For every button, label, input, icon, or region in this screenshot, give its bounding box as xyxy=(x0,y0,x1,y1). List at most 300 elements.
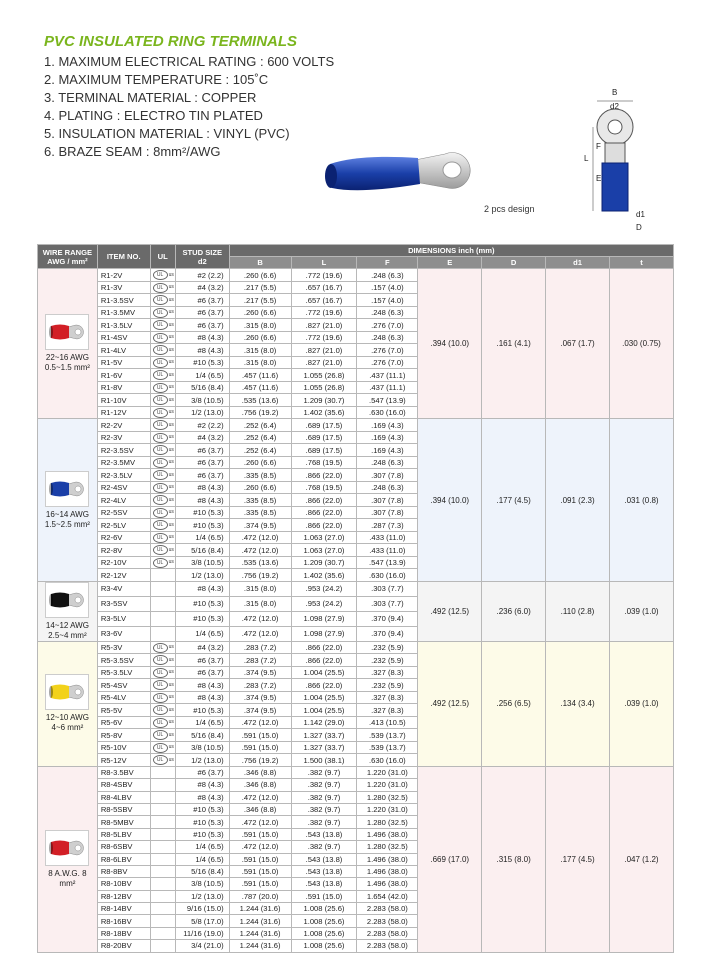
ul-cell xyxy=(150,803,175,815)
dim-e-cell: .394 (10.0) xyxy=(418,419,482,581)
stud-size-cell: #4 (3.2) xyxy=(175,281,229,294)
stud-size-cell: 1/4 (6.5) xyxy=(175,716,229,729)
dim-f-cell: .276 (7.0) xyxy=(357,356,418,369)
dim-b-cell: .260 (6.6) xyxy=(229,269,291,282)
dim-l-cell: .382 (9.7) xyxy=(291,841,357,853)
dim-l-cell: .689 (17.5) xyxy=(291,431,357,444)
ul-logo-icon: UL xyxy=(153,558,168,568)
table-row xyxy=(38,766,674,778)
stud-size-cell: 3/8 (10.5) xyxy=(175,556,229,569)
ul-suffix: us xyxy=(168,644,174,651)
stud-size-cell: 3/4 (21.0) xyxy=(175,940,229,952)
ul-cell xyxy=(150,596,175,611)
dim-l-cell: 1.402 (35.6) xyxy=(291,569,357,581)
item-no-cell: R1-8V xyxy=(97,381,150,394)
stud-size-cell: #6 (3.7) xyxy=(175,294,229,307)
terminal-thumbnail xyxy=(45,674,89,710)
ul-cell xyxy=(150,626,175,641)
dim-label-d2: d2 xyxy=(610,102,619,111)
stud-size-cell: #6 (3.7) xyxy=(175,306,229,319)
ul-cell xyxy=(150,544,175,557)
table-row xyxy=(38,419,674,432)
dimension-diagram xyxy=(560,85,680,235)
stud-size-cell: 1/4 (6.5) xyxy=(175,841,229,853)
dim-f-cell: .169 (4.3) xyxy=(357,431,418,444)
dim-f-cell: .307 (7.8) xyxy=(357,469,418,482)
wire-range-label: 22~16 AWG 0.5~1.5 mm² xyxy=(44,353,90,373)
dim-f-cell: .437 (11.1) xyxy=(357,381,418,394)
ul-suffix: us xyxy=(168,731,174,738)
ul-cell xyxy=(150,654,175,667)
ul-suffix: us xyxy=(168,434,174,441)
ul-cell xyxy=(150,816,175,828)
dim-b-cell: .457 (11.6) xyxy=(229,369,291,382)
stud-size-cell: 1/2 (13.0) xyxy=(175,569,229,581)
item-no-cell: R1-6V xyxy=(97,369,150,382)
item-no-cell: R5-12V xyxy=(97,754,150,767)
ul-logo-icon: UL xyxy=(153,655,168,665)
ul-cell xyxy=(150,569,175,581)
stud-size-cell: #10 (5.3) xyxy=(175,704,229,717)
ul-cell xyxy=(150,331,175,344)
ul-logo-icon: UL xyxy=(153,495,168,505)
item-no-cell: R1-4SV xyxy=(97,331,150,344)
ul-cell xyxy=(150,878,175,890)
ul-logo-icon: UL xyxy=(153,308,168,318)
dim-f-cell: 2.283 (58.0) xyxy=(357,915,418,927)
ul-suffix: us xyxy=(168,296,174,303)
dim-l-cell: 1.142 (29.0) xyxy=(291,716,357,729)
ul-logo-icon: UL xyxy=(153,320,168,330)
dim-f-cell: .303 (7.7) xyxy=(357,596,418,611)
dim-b-cell: .472 (12.0) xyxy=(229,544,291,557)
ul-suffix: us xyxy=(168,756,174,763)
dim-b-cell: .787 (20.0) xyxy=(229,890,291,902)
wire-range-cell xyxy=(38,641,98,766)
dim-l-cell: .772 (19.6) xyxy=(291,331,357,344)
dim-b-cell: .591 (15.0) xyxy=(229,878,291,890)
item-no-cell: R1-3.5SV xyxy=(97,294,150,307)
ul-cell xyxy=(150,431,175,444)
dim-f-cell: .630 (16.0) xyxy=(357,569,418,581)
dim-d1-cell: .067 (1.7) xyxy=(546,269,610,419)
dim-b-cell: .283 (7.2) xyxy=(229,679,291,692)
item-no-cell: R1-12V xyxy=(97,406,150,419)
dim-b-cell: .283 (7.2) xyxy=(229,641,291,654)
ul-suffix: us xyxy=(168,694,174,701)
ul-cell xyxy=(150,704,175,717)
stud-size-cell: #6 (3.7) xyxy=(175,469,229,482)
stud-size-cell: #10 (5.3) xyxy=(175,519,229,532)
ul-suffix: us xyxy=(168,271,174,278)
dim-l-cell: 1.098 (27.9) xyxy=(291,626,357,641)
dim-l-cell: 1.063 (27.0) xyxy=(291,544,357,557)
item-no-cell: R2-6V xyxy=(97,531,150,544)
dim-f-cell: .248 (6.3) xyxy=(357,331,418,344)
item-no-cell: R5-5V xyxy=(97,704,150,717)
dim-l-cell: .543 (13.8) xyxy=(291,878,357,890)
header-e: E xyxy=(418,257,482,269)
dim-l-cell: 1.209 (30.7) xyxy=(291,394,357,407)
dim-d-cell: .236 (6.0) xyxy=(482,581,546,641)
dim-f-cell: .630 (16.0) xyxy=(357,754,418,767)
dim-f-cell: .370 (9.4) xyxy=(357,611,418,626)
stud-size-cell: 1/4 (6.5) xyxy=(175,369,229,382)
ul-logo-icon: UL xyxy=(153,408,168,418)
item-no-cell: R2-3V xyxy=(97,431,150,444)
item-no-cell: R2-10V xyxy=(97,556,150,569)
dim-b-cell: .472 (12.0) xyxy=(229,626,291,641)
item-no-cell: R3-5SV xyxy=(97,596,150,611)
dim-l-cell: .768 (19.5) xyxy=(291,456,357,469)
ul-cell xyxy=(150,641,175,654)
page-title: PVC INSULATED RING TERMINALS xyxy=(44,33,298,50)
ul-suffix: us xyxy=(168,496,174,503)
item-no-cell: R8-5SBV xyxy=(97,803,150,815)
ul-logo-icon: UL xyxy=(153,718,168,728)
dim-f-cell: .232 (5.9) xyxy=(357,654,418,667)
dim-b-cell: .591 (15.0) xyxy=(229,865,291,877)
dim-d1-cell: .091 (2.3) xyxy=(546,419,610,581)
ul-cell xyxy=(150,841,175,853)
dim-f-cell: 1.496 (38.0) xyxy=(357,853,418,865)
stud-size-cell: 5/16 (8.4) xyxy=(175,729,229,742)
item-no-cell: R3-4V xyxy=(97,581,150,596)
ul-cell xyxy=(150,927,175,939)
wire-range-cell xyxy=(38,419,98,581)
dim-l-cell: 1.008 (25.6) xyxy=(291,903,357,915)
spec-item: 3. TERMINAL MATERIAL : COPPER xyxy=(44,90,257,105)
spec-item: 2. MAXIMUM TEMPERATURE : 105˚C xyxy=(44,72,269,87)
ul-logo-icon: UL xyxy=(153,730,168,740)
dim-f-cell: 1.280 (32.5) xyxy=(357,791,418,803)
dim-f-cell: .248 (6.3) xyxy=(357,306,418,319)
dim-d1-cell: .134 (3.4) xyxy=(546,641,610,766)
dim-f-cell: 1.496 (38.0) xyxy=(357,828,418,840)
item-no-cell: R8-14BV xyxy=(97,903,150,915)
item-no-cell: R5-8V xyxy=(97,729,150,742)
dim-l-cell: .768 (19.5) xyxy=(291,481,357,494)
dim-b-cell: .260 (6.6) xyxy=(229,331,291,344)
terminal-thumbnail xyxy=(45,582,89,618)
dim-b-cell: .335 (8.5) xyxy=(229,506,291,519)
ul-logo-icon: UL xyxy=(153,520,168,530)
dim-d-cell: .256 (6.5) xyxy=(482,641,546,766)
dim-b-cell: .252 (6.4) xyxy=(229,419,291,432)
item-no-cell: R8-5MBV xyxy=(97,816,150,828)
item-no-cell: R1-5V xyxy=(97,356,150,369)
stud-size-cell: #4 (3.2) xyxy=(175,431,229,444)
dim-f-cell: 1.496 (38.0) xyxy=(357,878,418,890)
dim-f-cell: .232 (5.9) xyxy=(357,641,418,654)
dim-f-cell: 2.283 (58.0) xyxy=(357,940,418,952)
stud-size-cell: 1/2 (13.0) xyxy=(175,890,229,902)
item-no-cell: R5-3.5SV xyxy=(97,654,150,667)
ul-logo-icon: UL xyxy=(153,420,168,430)
item-no-cell: R2-3.5SV xyxy=(97,444,150,457)
dim-l-cell: .382 (9.7) xyxy=(291,803,357,815)
dim-f-cell: .232 (5.9) xyxy=(357,679,418,692)
item-no-cell: R1-3V xyxy=(97,281,150,294)
ul-suffix: us xyxy=(168,744,174,751)
dim-f-cell: .327 (8.3) xyxy=(357,666,418,679)
ul-suffix: us xyxy=(168,309,174,316)
item-no-cell: R2-12V xyxy=(97,569,150,581)
ul-logo-icon: UL xyxy=(153,643,168,653)
stud-size-cell: #2 (2.2) xyxy=(175,419,229,432)
dim-d-cell: .177 (4.5) xyxy=(482,419,546,581)
stud-size-cell: 5/8 (17.0) xyxy=(175,915,229,927)
item-no-cell: R5-3.5LV xyxy=(97,666,150,679)
item-no-cell: R1-2V xyxy=(97,269,150,282)
dim-b-cell: .472 (12.0) xyxy=(229,816,291,828)
stud-size-cell: #10 (5.3) xyxy=(175,596,229,611)
ul-cell xyxy=(150,269,175,282)
item-no-cell: R1-10V xyxy=(97,394,150,407)
ul-cell xyxy=(150,506,175,519)
item-no-cell: R5-4LV xyxy=(97,691,150,704)
dim-e-cell: .669 (17.0) xyxy=(418,766,482,952)
dim-e-cell: .492 (12.5) xyxy=(418,641,482,766)
ul-cell xyxy=(150,294,175,307)
dim-b-cell: .217 (5.5) xyxy=(229,294,291,307)
dim-b-cell: .472 (12.0) xyxy=(229,716,291,729)
ul-logo-icon: UL xyxy=(153,445,168,455)
header-wire-range: WIRE RANGE AWG / mm² xyxy=(38,245,98,269)
stud-size-cell: #8 (4.3) xyxy=(175,691,229,704)
dim-l-cell: 1.055 (26.8) xyxy=(291,369,357,382)
dim-f-cell: .433 (11.0) xyxy=(357,544,418,557)
table-row xyxy=(38,269,674,282)
dim-l-cell: .772 (19.6) xyxy=(291,306,357,319)
dim-f-cell: .370 (9.4) xyxy=(357,626,418,641)
dim-d1-cell: .110 (2.8) xyxy=(546,581,610,641)
dim-b-cell: .472 (12.0) xyxy=(229,791,291,803)
ul-suffix: us xyxy=(168,321,174,328)
dim-b-cell: .315 (8.0) xyxy=(229,344,291,357)
dim-b-cell: .315 (8.0) xyxy=(229,356,291,369)
item-no-cell: R2-4LV xyxy=(97,494,150,507)
ul-suffix: us xyxy=(168,546,174,553)
item-no-cell: R1-3.5MV xyxy=(97,306,150,319)
stud-size-cell: 1/4 (6.5) xyxy=(175,626,229,641)
dim-l-cell: .689 (17.5) xyxy=(291,419,357,432)
dim-l-cell: .543 (13.8) xyxy=(291,865,357,877)
header-l: L xyxy=(291,257,357,269)
ul-logo-icon: UL xyxy=(153,295,168,305)
header-dimensions: DIMENSIONS inch (mm) xyxy=(229,245,673,257)
item-no-cell: R2-3.5MV xyxy=(97,456,150,469)
spec-item: 6. BRAZE SEAM : 8mm²/AWG xyxy=(44,144,221,159)
dim-f-cell: .287 (7.3) xyxy=(357,519,418,532)
ul-logo-icon: UL xyxy=(153,433,168,443)
item-no-cell: R8-3.5BV xyxy=(97,766,150,778)
wire-range-cell xyxy=(38,581,98,641)
header-item-no: ITEM NO. xyxy=(97,245,150,269)
dim-l-cell: .543 (13.8) xyxy=(291,853,357,865)
dim-l-cell: .866 (22.0) xyxy=(291,469,357,482)
dim-e-cell: .492 (12.5) xyxy=(418,581,482,641)
dim-l-cell: 1.004 (25.5) xyxy=(291,704,357,717)
item-no-cell: R8-6LBV xyxy=(97,853,150,865)
dim-f-cell: .248 (6.3) xyxy=(357,269,418,282)
dim-b-cell: .591 (15.0) xyxy=(229,729,291,742)
stud-size-cell: #6 (3.7) xyxy=(175,666,229,679)
header-ul: UL xyxy=(150,245,175,269)
ul-cell xyxy=(150,394,175,407)
ul-logo-icon: UL xyxy=(153,755,168,765)
dim-l-cell: .827 (21.0) xyxy=(291,319,357,332)
ul-cell xyxy=(150,940,175,952)
dim-b-cell: 1.244 (31.6) xyxy=(229,927,291,939)
header-f: F xyxy=(357,257,418,269)
dim-f-cell: .169 (4.3) xyxy=(357,444,418,457)
spec-item: 4. PLATING : ELECTRO TIN PLATED xyxy=(44,108,263,123)
ul-cell xyxy=(150,865,175,877)
ul-cell xyxy=(150,281,175,294)
dim-b-cell: 1.244 (31.6) xyxy=(229,915,291,927)
dim-l-cell: .689 (17.5) xyxy=(291,444,357,457)
item-no-cell: R2-4SV xyxy=(97,481,150,494)
item-no-cell: R8-20BV xyxy=(97,940,150,952)
stud-size-cell: #8 (4.3) xyxy=(175,679,229,692)
ul-cell xyxy=(150,716,175,729)
ul-suffix: us xyxy=(168,484,174,491)
ul-logo-icon: UL xyxy=(153,283,168,293)
ul-cell xyxy=(150,915,175,927)
dim-b-cell: .374 (9.5) xyxy=(229,691,291,704)
ul-suffix: us xyxy=(168,346,174,353)
ul-cell xyxy=(150,519,175,532)
ul-logo-icon: UL xyxy=(153,395,168,405)
ul-cell xyxy=(150,791,175,803)
item-no-cell: R1-3.5LV xyxy=(97,319,150,332)
dim-b-cell: .374 (9.5) xyxy=(229,704,291,717)
ul-cell xyxy=(150,666,175,679)
dim-f-cell: 1.280 (32.5) xyxy=(357,816,418,828)
item-no-cell: R8-10BV xyxy=(97,878,150,890)
dim-f-cell: 2.283 (58.0) xyxy=(357,903,418,915)
dim-l-cell: 1.008 (25.6) xyxy=(291,927,357,939)
stud-size-cell: #6 (3.7) xyxy=(175,654,229,667)
dim-f-cell: 1.280 (32.5) xyxy=(357,841,418,853)
ul-cell xyxy=(150,481,175,494)
dim-l-cell: .382 (9.7) xyxy=(291,779,357,791)
stud-size-cell: #10 (5.3) xyxy=(175,611,229,626)
ul-logo-icon: UL xyxy=(153,705,168,715)
dim-f-cell: 1.220 (31.0) xyxy=(357,803,418,815)
ul-suffix: us xyxy=(168,421,174,428)
dim-f-cell: .157 (4.0) xyxy=(357,294,418,307)
ul-cell xyxy=(150,406,175,419)
header-stud-size: STUD SIZE d2 xyxy=(175,245,229,269)
dim-f-cell: .539 (13.7) xyxy=(357,741,418,754)
dim-b-cell: .315 (8.0) xyxy=(229,596,291,611)
dim-label-b: B xyxy=(612,88,618,97)
dim-l-cell: .772 (19.6) xyxy=(291,269,357,282)
ul-suffix: us xyxy=(168,681,174,688)
dim-l-cell: 1.327 (33.7) xyxy=(291,741,357,754)
ul-logo-icon: UL xyxy=(153,533,168,543)
dim-b-cell: .756 (19.2) xyxy=(229,406,291,419)
dim-e-cell: .394 (10.0) xyxy=(418,269,482,419)
ul-cell xyxy=(150,469,175,482)
stud-size-cell: 1/2 (13.0) xyxy=(175,406,229,419)
item-no-cell: R8-4SBV xyxy=(97,779,150,791)
ul-cell xyxy=(150,344,175,357)
ul-cell xyxy=(150,611,175,626)
dim-l-cell: .657 (16.7) xyxy=(291,281,357,294)
dim-l-cell: .543 (13.8) xyxy=(291,828,357,840)
wire-range-label: 14~12 AWG 2.5~4 mm² xyxy=(45,620,89,640)
dim-f-cell: .276 (7.0) xyxy=(357,344,418,357)
dim-f-cell: .539 (13.7) xyxy=(357,729,418,742)
stud-size-cell: 1/2 (13.0) xyxy=(175,754,229,767)
stud-size-cell: #10 (5.3) xyxy=(175,828,229,840)
stud-size-cell: 1/4 (6.5) xyxy=(175,853,229,865)
ul-cell xyxy=(150,741,175,754)
ul-suffix: us xyxy=(168,409,174,416)
stud-size-cell: #4 (3.2) xyxy=(175,641,229,654)
terminal-thumbnail xyxy=(45,471,89,507)
dim-b-cell: .252 (6.4) xyxy=(229,431,291,444)
ul-cell xyxy=(150,729,175,742)
dim-l-cell: .866 (22.0) xyxy=(291,654,357,667)
dim-b-cell: .591 (15.0) xyxy=(229,741,291,754)
ul-logo-icon: UL xyxy=(153,743,168,753)
dim-f-cell: .248 (6.3) xyxy=(357,456,418,469)
dim-f-cell: 2.283 (58.0) xyxy=(357,927,418,939)
ul-cell xyxy=(150,779,175,791)
dim-b-cell: .472 (12.0) xyxy=(229,531,291,544)
stud-size-cell: #8 (4.3) xyxy=(175,494,229,507)
item-no-cell: R3-5LV xyxy=(97,611,150,626)
item-no-cell: R1-4LV xyxy=(97,344,150,357)
dim-b-cell: .457 (11.6) xyxy=(229,381,291,394)
ul-logo-icon: UL xyxy=(153,458,168,468)
ul-cell xyxy=(150,419,175,432)
dim-l-cell: 1.004 (25.5) xyxy=(291,666,357,679)
header-d: D xyxy=(482,257,546,269)
dim-l-cell: 1.402 (35.6) xyxy=(291,406,357,419)
stud-size-cell: #8 (4.3) xyxy=(175,344,229,357)
dim-l-cell: .827 (21.0) xyxy=(291,356,357,369)
stud-size-cell: #10 (5.3) xyxy=(175,356,229,369)
terminal-thumbnail xyxy=(45,830,89,866)
stud-size-cell: 3/8 (10.5) xyxy=(175,394,229,407)
dim-f-cell: .547 (13.9) xyxy=(357,394,418,407)
stud-size-cell: 9/16 (15.0) xyxy=(175,903,229,915)
item-no-cell: R8-6SBV xyxy=(97,841,150,853)
wire-range-cell xyxy=(38,766,98,952)
dim-f-cell: .413 (10.5) xyxy=(357,716,418,729)
ul-cell xyxy=(150,306,175,319)
dim-f-cell: .276 (7.0) xyxy=(357,319,418,332)
dim-f-cell: .437 (11.1) xyxy=(357,369,418,382)
dim-label-l: L xyxy=(584,154,589,163)
ul-cell xyxy=(150,903,175,915)
ul-cell xyxy=(150,494,175,507)
wire-range-label: 16~14 AWG 1.5~2.5 mm² xyxy=(44,509,90,529)
dim-l-cell: 1.327 (33.7) xyxy=(291,729,357,742)
dim-b-cell: .346 (8.8) xyxy=(229,803,291,815)
dim-b-cell: .535 (13.6) xyxy=(229,556,291,569)
dim-b-cell: 1.244 (31.6) xyxy=(229,903,291,915)
ul-cell xyxy=(150,691,175,704)
dim-f-cell: 1.654 (42.0) xyxy=(357,890,418,902)
stud-size-cell: #8 (4.3) xyxy=(175,481,229,494)
dim-b-cell: .756 (19.2) xyxy=(229,569,291,581)
